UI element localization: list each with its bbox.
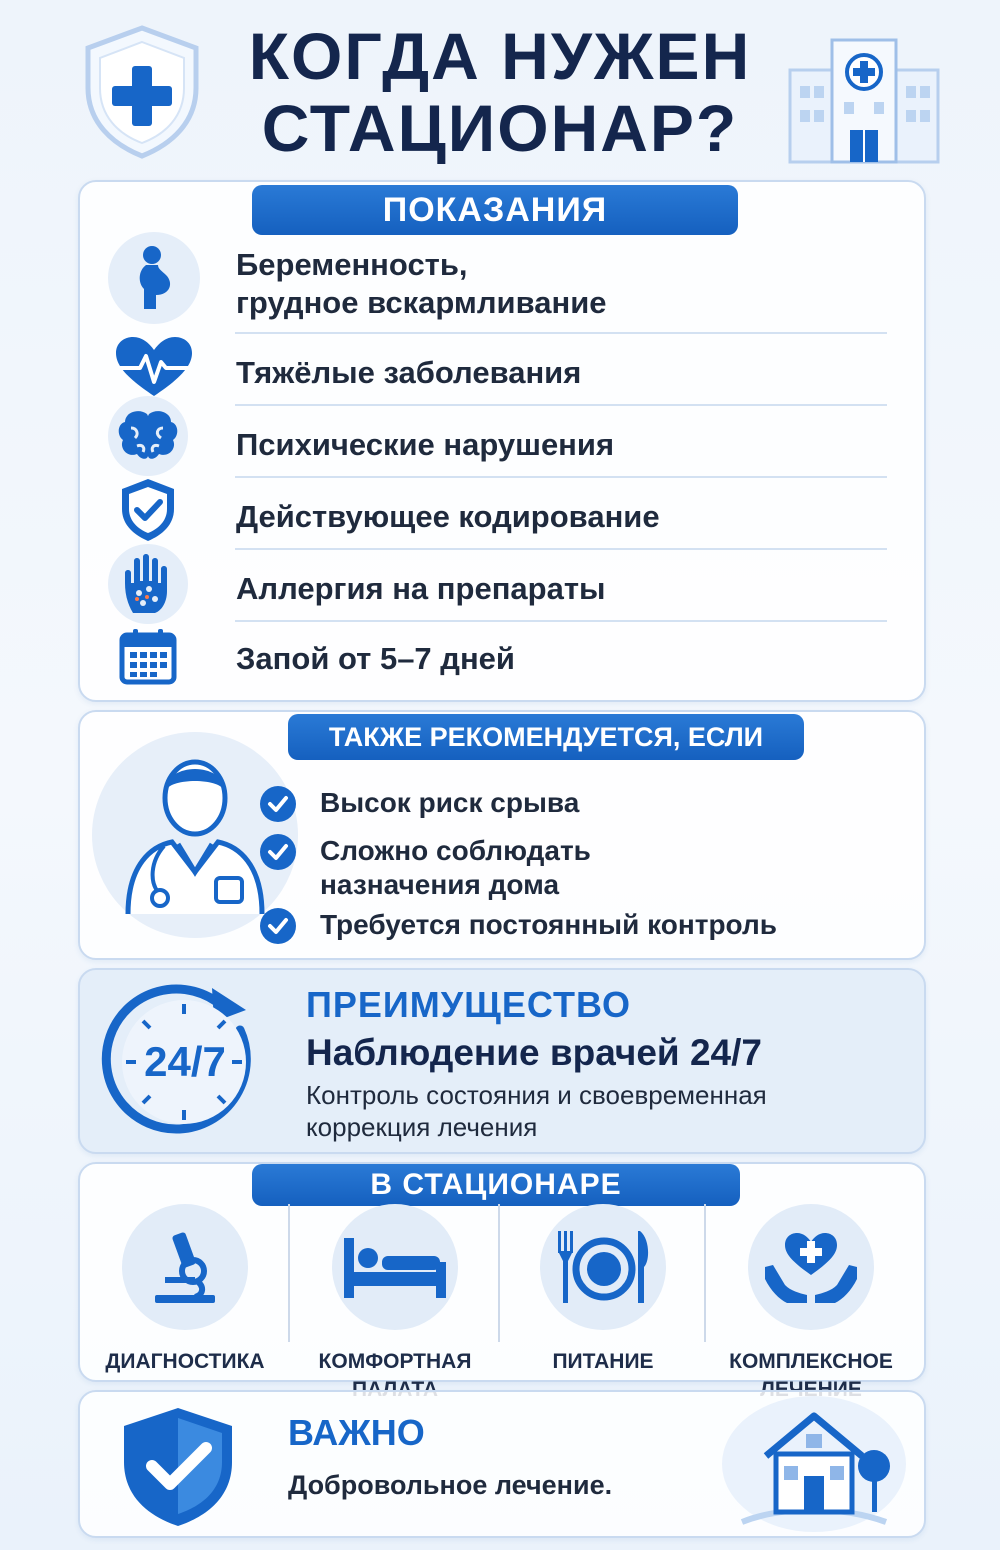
service-label: ДИАГНОСТИКА: [105, 1350, 265, 1373]
check-circle-icon: [260, 786, 296, 822]
shield-cross-icon: [78, 22, 206, 162]
page-title-line2: СТАЦИОНАР?: [261, 91, 739, 165]
hospital-building-icon: [786, 30, 942, 166]
plate-icon: [540, 1204, 666, 1330]
service-item: [290, 1184, 500, 1404]
check-circle-icon: [260, 834, 296, 870]
divider: [235, 476, 887, 478]
recommended-item: [320, 908, 777, 942]
home-icon: [722, 1396, 906, 1532]
recommended-item: [320, 786, 579, 820]
page-title-line1: КОГДА НУЖЕН: [248, 19, 752, 93]
microscope-icon: [122, 1204, 248, 1330]
indication-item-label: Действующее кодирование: [236, 499, 660, 534]
recommended-item-label: Требуется постоянный контроль: [320, 909, 777, 940]
check-circle-icon: [260, 908, 296, 944]
shield-check-icon: [108, 470, 188, 550]
advantage-card: [78, 968, 926, 1154]
important-card: [78, 1390, 926, 1538]
recommended-card: [78, 710, 926, 960]
clock-label: 24/7: [144, 1038, 226, 1085]
divider: [235, 548, 887, 550]
recommended-heading: ТАКЖЕ РЕКОМЕНДУЕТСЯ, ЕСЛИ: [288, 714, 804, 760]
advantage-desc-line1: Контроль состояния и своевременная: [306, 1080, 767, 1110]
indication-item-label: Аллергия на препараты: [236, 571, 606, 606]
divider: [235, 620, 887, 622]
hospital-heading: В СТАЦИОНАРЕ: [252, 1164, 740, 1206]
service-item: [706, 1184, 916, 1404]
clock-24-7-icon: [100, 980, 270, 1140]
pregnancy-icon: [108, 232, 200, 324]
service-label: КОМПЛЕКСНОЕ: [729, 1350, 893, 1373]
care-hands-icon: [748, 1204, 874, 1330]
doctor-avatar-icon: [92, 732, 298, 938]
recommended-item-label: Сложно соблюдать: [320, 835, 591, 866]
recommended-item-label: Высок риск срыва: [320, 787, 580, 818]
indication-item-label: Беременность,: [236, 247, 468, 282]
divider: [235, 404, 887, 406]
bed-icon: [332, 1204, 458, 1330]
indication-item-label: Психические нарушения: [236, 427, 615, 462]
recommended-item: [320, 834, 591, 902]
shield-check-icon: [118, 1404, 238, 1528]
indication-item-label: Тяжёлые заболевания: [236, 355, 582, 390]
service-label: КОМФОРТНАЯ: [318, 1350, 472, 1373]
allergy-hand-icon: [108, 544, 188, 624]
advantage-heading: ПРЕИМУЩЕСТВО: [306, 984, 632, 1025]
indications-card: [78, 180, 926, 702]
calendar-icon: [108, 616, 188, 696]
indication-item-label: Запой от 5–7 дней: [236, 641, 515, 676]
service-label: ПИТАНИЕ: [552, 1350, 654, 1373]
advantage-title: Наблюдение врачей 24/7: [306, 1032, 762, 1073]
indications-heading: ПОКАЗАНИЯ: [252, 185, 738, 235]
divider: [235, 332, 887, 334]
service-item: [80, 1184, 290, 1376]
important-text: Добровольное лечение.: [288, 1470, 613, 1500]
recommended-item-label: назначения дома: [320, 869, 560, 900]
service-item: [498, 1184, 708, 1376]
indication-item-label: грудное вскармливание: [236, 285, 607, 320]
important-heading: ВАЖНО: [288, 1412, 425, 1453]
hospital-services-card: [78, 1162, 926, 1382]
brain-icon: [108, 396, 188, 476]
advantage-desc-line2: коррекция лечения: [306, 1112, 538, 1142]
